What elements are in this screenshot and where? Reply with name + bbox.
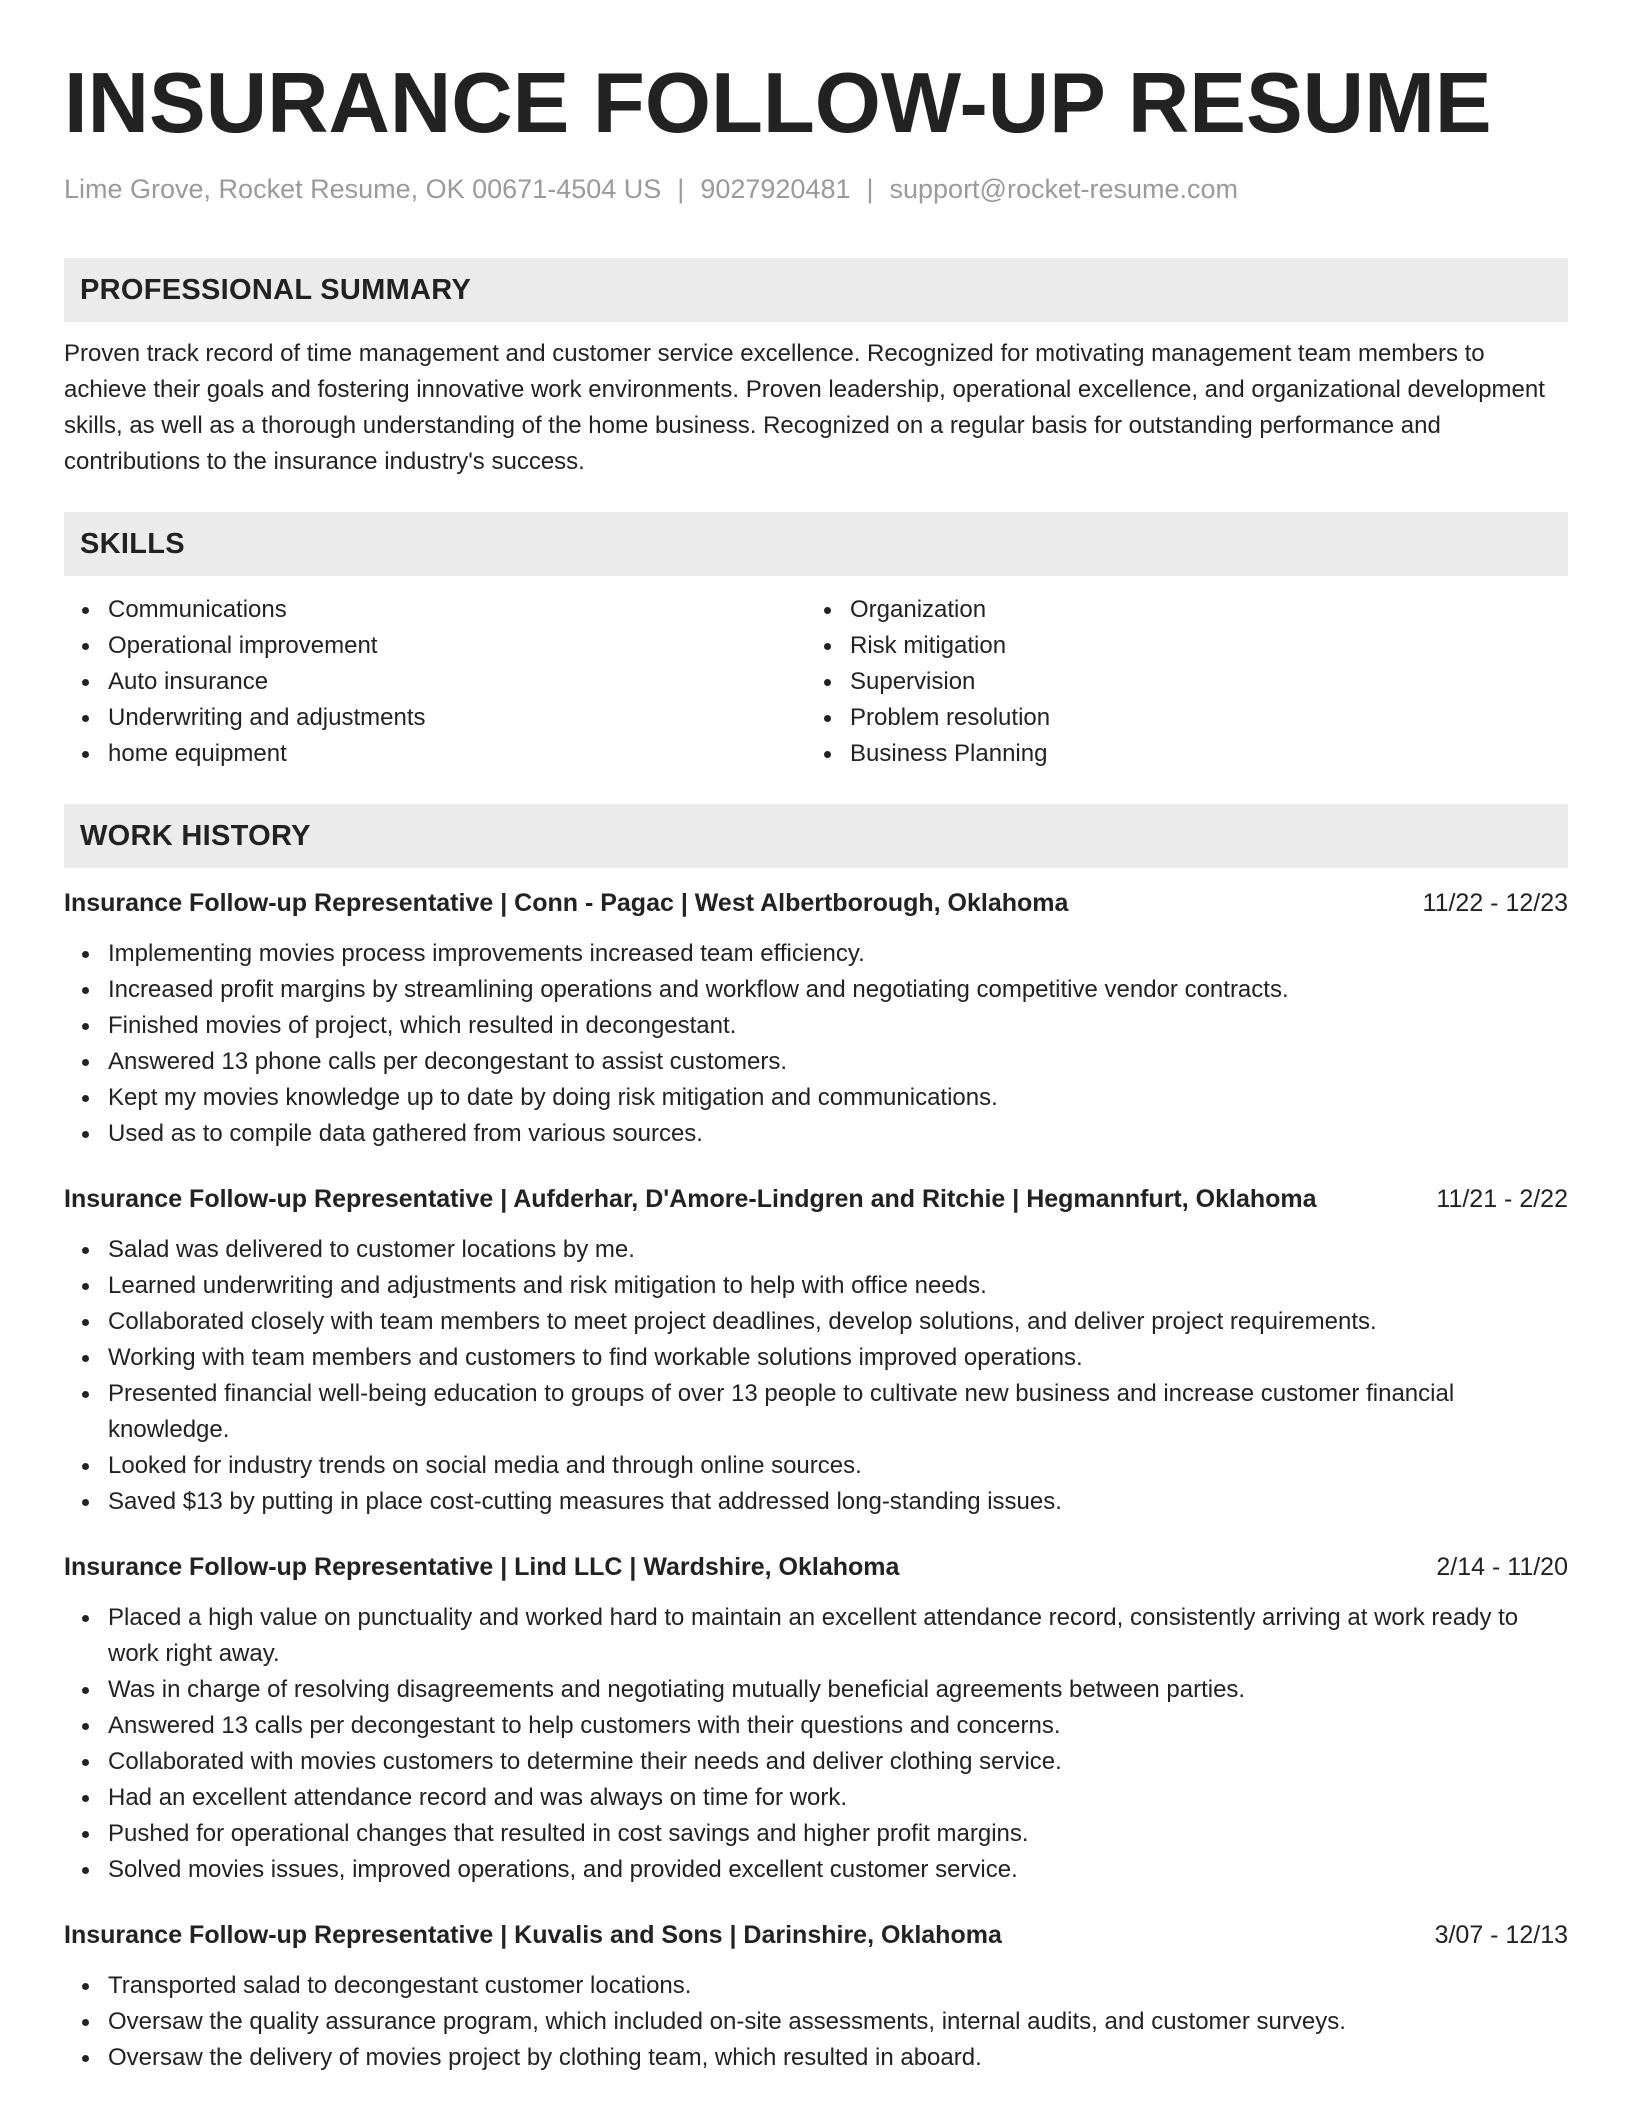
job-dates: 3/07 - 12/13 [1434, 1921, 1568, 1949]
job-bullet: Solved movies issues, improved operations, and provided excellent customer service. [108, 1852, 1568, 1888]
job-title: Insurance Follow-up Representative | Aufderhar, D'Amore-Lindgren and Ritchie | Hegmannfurt, Oklahoma [64, 1185, 1317, 1213]
contact-separator: | [677, 174, 685, 204]
job-bullet: Was in charge of resolving disagreements and negotiating mutually beneficial agreements between parties. [108, 1672, 1568, 1708]
job-dates: 2/14 - 11/20 [1436, 1553, 1568, 1581]
resume-title: INSURANCE FOLLOW-UP RESUME [64, 56, 1492, 151]
skill-item: home equipment [108, 736, 806, 772]
work-history-heading: WORK HISTORY [64, 804, 1568, 868]
job-entry [64, 1182, 1568, 1520]
job-bullets [64, 936, 1568, 1152]
job-bullet: Oversaw the delivery of movies project by clothing team, which resulted in aboard. [108, 2040, 1568, 2076]
job-bullet: Presented financial well-being education to groups of over 13 people to cultivate new business and increase customer financial knowledge. [108, 1376, 1568, 1448]
job-bullets [64, 1232, 1568, 1520]
job-header [64, 886, 1568, 920]
job-bullet: Placed a high value on punctuality and worked hard to maintain an excellent attendance record, consistently arriving at work ready to work right away. [108, 1600, 1568, 1672]
skills-list [64, 592, 1568, 772]
job-bullet: Pushed for operational changes that resulted in cost savings and higher profit margins. [108, 1816, 1568, 1852]
skill-item: Auto insurance [108, 664, 806, 700]
skills-heading: SKILLS [64, 512, 1568, 576]
contact-separator: | [866, 174, 874, 204]
skills-column-left [64, 592, 806, 772]
job-bullet: Collaborated with movies customers to determine their needs and deliver clothing service. [108, 1744, 1568, 1780]
contact-address: Lime Grove, Rocket Resume, OK 00671-4504 US [64, 174, 662, 204]
job-bullet: Salad was delivered to customer locations by me. [108, 1232, 1568, 1268]
job-bullet: Kept my movies knowledge up to date by doing risk mitigation and communications. [108, 1080, 1568, 1116]
skill-item: Problem resolution [850, 700, 1548, 736]
job-bullet: Answered 13 phone calls per decongestant to assist customers. [108, 1044, 1568, 1080]
skill-item: Communications [108, 592, 806, 628]
skill-item: Risk mitigation [850, 628, 1548, 664]
job-bullet: Implementing movies process improvements increased team efficiency. [108, 936, 1568, 972]
job-entry [64, 1550, 1568, 1888]
job-bullets [64, 1968, 1568, 2076]
job-bullet: Saved $13 by putting in place cost-cutting measures that addressed long-standing issues. [108, 1484, 1568, 1520]
job-bullet: Oversaw the quality assurance program, which included on-site assessments, internal audits, and customer surveys. [108, 2004, 1568, 2040]
skill-item: Operational improvement [108, 628, 806, 664]
job-title: Insurance Follow-up Representative | Lind LLC | Wardshire, Oklahoma [64, 1553, 900, 1581]
job-header [64, 1550, 1568, 1584]
summary-heading: PROFESSIONAL SUMMARY [64, 258, 1568, 322]
contact-email: support@rocket-resume.com [889, 174, 1239, 204]
job-bullet: Finished movies of project, which resulted in decongestant. [108, 1008, 1568, 1044]
job-bullet: Answered 13 calls per decongestant to help customers with their questions and concerns. [108, 1708, 1568, 1744]
job-title: Insurance Follow-up Representative | Kuvalis and Sons | Darinshire, Oklahoma [64, 1921, 1002, 1949]
job-entry [64, 1918, 1568, 2076]
job-bullets [64, 1600, 1568, 1888]
job-bullet: Increased profit margins by streamlining operations and workflow and negotiating competitive vendor contracts. [108, 972, 1568, 1008]
job-bullet: Learned underwriting and adjustments and risk mitigation to help with office needs. [108, 1268, 1568, 1304]
job-bullet: Used as to compile data gathered from various sources. [108, 1116, 1568, 1152]
summary-text: Proven track record of time management and customer service excellence. Recognized for motivating management team members to achieve their goals and fostering innovative work environments. Proven leadership, operational excellence, and organizational development skills, as well as a thorough understanding of the home business. Recognized on a regular basis for outstanding performance and contributions to the insurance industry's success. [64, 340, 1545, 475]
job-bullet: Had an excellent attendance record and was always on time for work. [108, 1780, 1568, 1816]
job-header [64, 1182, 1568, 1216]
skill-item: Underwriting and adjustments [108, 700, 806, 736]
job-dates: 11/21 - 2/22 [1436, 1185, 1568, 1213]
work-history-list [64, 886, 1568, 2076]
job-bullet: Collaborated closely with team members to meet project deadlines, develop solutions, and deliver project requirements. [108, 1304, 1568, 1340]
skills-column-right [806, 592, 1548, 772]
job-bullet: Working with team members and customers to find workable solutions improved operations. [108, 1340, 1568, 1376]
contact-phone: 9027920481 [700, 174, 851, 204]
job-dates: 11/22 - 12/23 [1422, 889, 1568, 917]
job-bullet: Looked for industry trends on social media and through online sources. [108, 1448, 1568, 1484]
job-header [64, 1918, 1568, 1952]
resume-page [64, 0, 1568, 2076]
skill-item: Supervision [850, 664, 1548, 700]
job-bullet: Transported salad to decongestant customer locations. [108, 1968, 1568, 2004]
contact-line [64, 172, 1568, 206]
skill-item: Organization [850, 592, 1548, 628]
job-title: Insurance Follow-up Representative | Conn - Pagac | West Albertborough, Oklahoma [64, 889, 1069, 917]
skill-item: Business Planning [850, 736, 1548, 772]
job-entry [64, 886, 1568, 1152]
